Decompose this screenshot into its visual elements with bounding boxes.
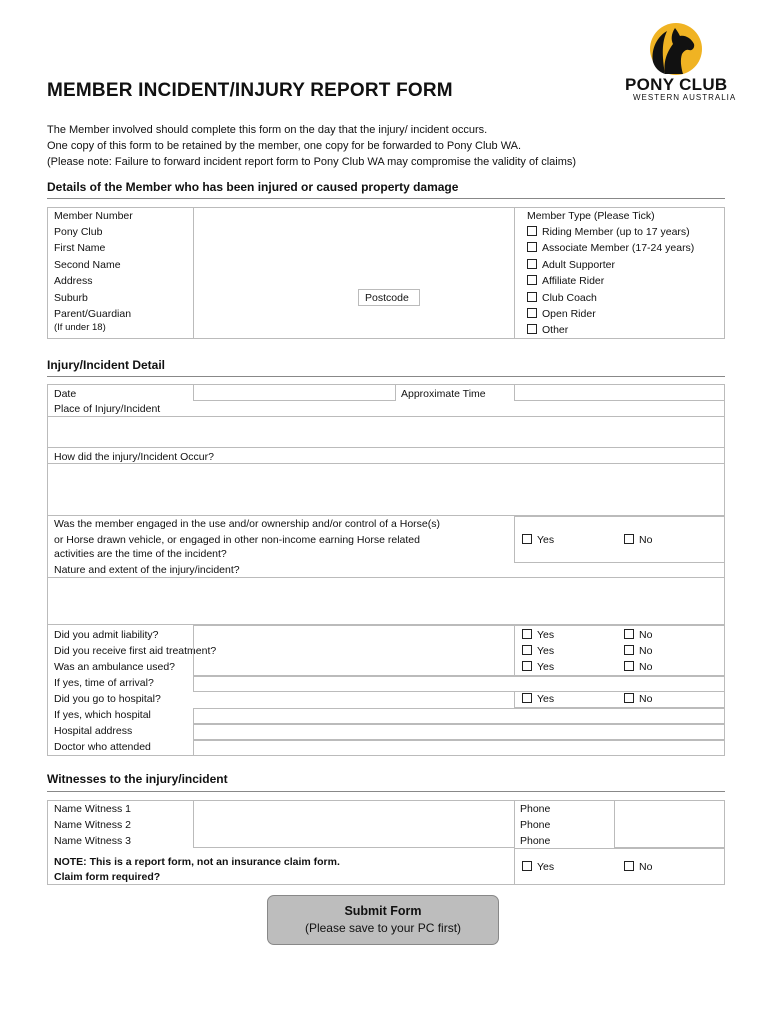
date-input[interactable] — [193, 384, 396, 401]
checkbox-icon[interactable] — [527, 275, 537, 285]
member-type-option[interactable]: Affiliate Rider — [527, 275, 604, 287]
witness-phones-input[interactable] — [614, 800, 725, 848]
checkbox-icon[interactable] — [527, 324, 537, 334]
approx-time-label: Approximate Time — [401, 388, 486, 400]
member-section-heading: Details of the Member who has been injured or caused property damage — [47, 180, 459, 194]
how-occurred-label: How did the injury/Incident Occur? — [54, 451, 214, 463]
which-hospital-input[interactable] — [193, 708, 725, 724]
hospital-yes-option[interactable]: Yes — [522, 693, 554, 705]
member-details-input[interactable] — [193, 207, 515, 339]
claim-yes-option[interactable]: Yes — [522, 861, 554, 873]
first-name-label: First Name — [54, 242, 106, 254]
divider — [47, 791, 725, 792]
ambulance-no-option[interactable]: No — [624, 661, 652, 673]
first-aid-no-option[interactable]: No — [624, 645, 652, 657]
engaged-yes-option[interactable]: Yes — [522, 534, 554, 546]
intro-line: One copy of this form to be retained by the member, one copy for be forwarded to Pony Club WA. — [47, 140, 522, 152]
submit-form-button[interactable] — [267, 895, 499, 945]
date-label: Date — [54, 388, 77, 400]
witness-names-input[interactable] — [193, 800, 515, 848]
checkbox-icon[interactable] — [527, 308, 537, 318]
member-number-label: Member Number — [54, 210, 133, 222]
checkbox-icon[interactable] — [522, 534, 532, 544]
pony-club-label: Pony Club — [54, 226, 103, 238]
checkbox-icon[interactable] — [624, 629, 634, 639]
checkbox-icon[interactable] — [527, 259, 537, 269]
logo-subtitle: WESTERN AUSTRALIA — [633, 93, 737, 102]
witness-2-label: Name Witness 2 — [54, 819, 132, 831]
member-type-option[interactable]: Open Rider — [527, 308, 596, 320]
divider — [47, 376, 725, 377]
checkbox-icon[interactable] — [527, 226, 537, 236]
intro-line: (Please note: Failure to forward incident report form to Pony Club WA may compromise the validity of claims) — [47, 156, 577, 168]
place-label: Place of Injury/Incident — [54, 403, 161, 415]
engaged-question-line: or Horse drawn vehicle, or engaged in other non-income earning Horse related — [54, 534, 420, 546]
place-input[interactable] — [47, 416, 725, 448]
checkbox-icon[interactable] — [624, 861, 634, 871]
checkbox-icon[interactable] — [522, 645, 532, 655]
suburb-label: Suburb — [54, 292, 88, 304]
witness-3-label: Name Witness 3 — [54, 835, 132, 847]
page-title: MEMBER INCIDENT/INJURY REPORT FORM — [47, 80, 453, 101]
hospital-address-label: Hospital address — [54, 725, 133, 737]
liability-label: Did you admit liability? — [54, 629, 159, 641]
checkbox-icon[interactable] — [624, 661, 634, 671]
hospital-address-input[interactable] — [193, 724, 725, 740]
second-name-label: Second Name — [54, 259, 121, 271]
member-type-option[interactable]: Associate Member (17-24 years) — [527, 242, 694, 254]
postcode-label: Postcode — [365, 292, 409, 304]
intro-text — [47, 122, 576, 170]
engaged-no-option[interactable]: No — [624, 534, 652, 546]
submit-sublabel: (Please save to your PC first) — [304, 921, 462, 935]
witness-2-phone-label: Phone — [520, 819, 551, 831]
logo-name: PONY CLUB — [625, 75, 728, 94]
hospital-no-option[interactable]: No — [624, 693, 652, 705]
claim-form-question: Claim form required? — [54, 871, 161, 883]
member-type-heading: Member Type (Please Tick) — [527, 210, 655, 222]
member-type-option[interactable]: Adult Supporter — [527, 259, 615, 271]
submit-label: Submit Form — [344, 904, 422, 918]
engaged-question-line: Was the member engaged in the use and/or ownership and/or control of a Horse(s) — [54, 518, 440, 530]
which-hospital-label: If yes, which hospital — [54, 709, 151, 721]
witness-3-phone-label: Phone — [520, 835, 551, 847]
injury-section-heading: Injury/Incident Detail — [47, 358, 166, 372]
approx-time-input[interactable] — [514, 384, 725, 401]
checkbox-icon[interactable] — [527, 292, 537, 302]
checkbox-icon[interactable] — [522, 661, 532, 671]
horse-head-icon — [645, 22, 705, 77]
doctor-label: Doctor who attended — [54, 741, 151, 753]
member-type-option[interactable]: Club Coach — [527, 292, 597, 304]
doctor-input[interactable] — [193, 740, 725, 756]
checkbox-icon[interactable] — [624, 693, 634, 703]
if-under-18-note: (If under 18) — [54, 322, 106, 333]
witness-1-phone-label: Phone — [520, 803, 551, 815]
first-aid-label: Did you receive first aid treatment? — [54, 645, 217, 657]
arrival-label: If yes, time of arrival? — [54, 677, 154, 689]
ambulance-label: Was an ambulance used? — [54, 661, 176, 673]
address-label: Address — [54, 275, 93, 287]
intro-line: The Member involved should complete this form on the day that the injury/ incident occurs. — [47, 124, 488, 136]
liability-yes-option[interactable]: Yes — [522, 629, 554, 641]
pony-club-logo — [645, 22, 705, 77]
liability-no-option[interactable]: No — [624, 629, 652, 641]
ambulance-yes-option[interactable]: Yes — [522, 661, 554, 673]
note-insurance: NOTE: This is a report form, not an insurance claim form. — [54, 856, 340, 868]
arrival-input[interactable] — [193, 676, 725, 692]
checkbox-icon[interactable] — [522, 861, 532, 871]
witness-1-label: Name Witness 1 — [54, 803, 132, 815]
divider — [47, 198, 725, 199]
checkbox-icon[interactable] — [522, 693, 532, 703]
member-type-option[interactable]: Riding Member (up to 17 years) — [527, 226, 690, 238]
parent-guardian-label: Parent/Guardian — [54, 308, 132, 320]
hospital-label: Did you go to hospital? — [54, 693, 161, 705]
nature-input[interactable] — [47, 577, 725, 625]
member-type-option[interactable]: Other — [527, 324, 568, 336]
checkbox-icon[interactable] — [624, 534, 634, 544]
nature-label: Nature and extent of the injury/incident? — [54, 564, 240, 576]
claim-no-option[interactable]: No — [624, 861, 652, 873]
checkbox-icon[interactable] — [522, 629, 532, 639]
checkbox-icon[interactable] — [624, 645, 634, 655]
engaged-question-line: activities are the time of the incident? — [54, 548, 227, 560]
witnesses-section-heading: Witnesses to the injury/incident — [47, 772, 228, 786]
checkbox-icon[interactable] — [527, 242, 537, 252]
first-aid-yes-option[interactable]: Yes — [522, 645, 554, 657]
how-occurred-input[interactable] — [47, 463, 725, 516]
